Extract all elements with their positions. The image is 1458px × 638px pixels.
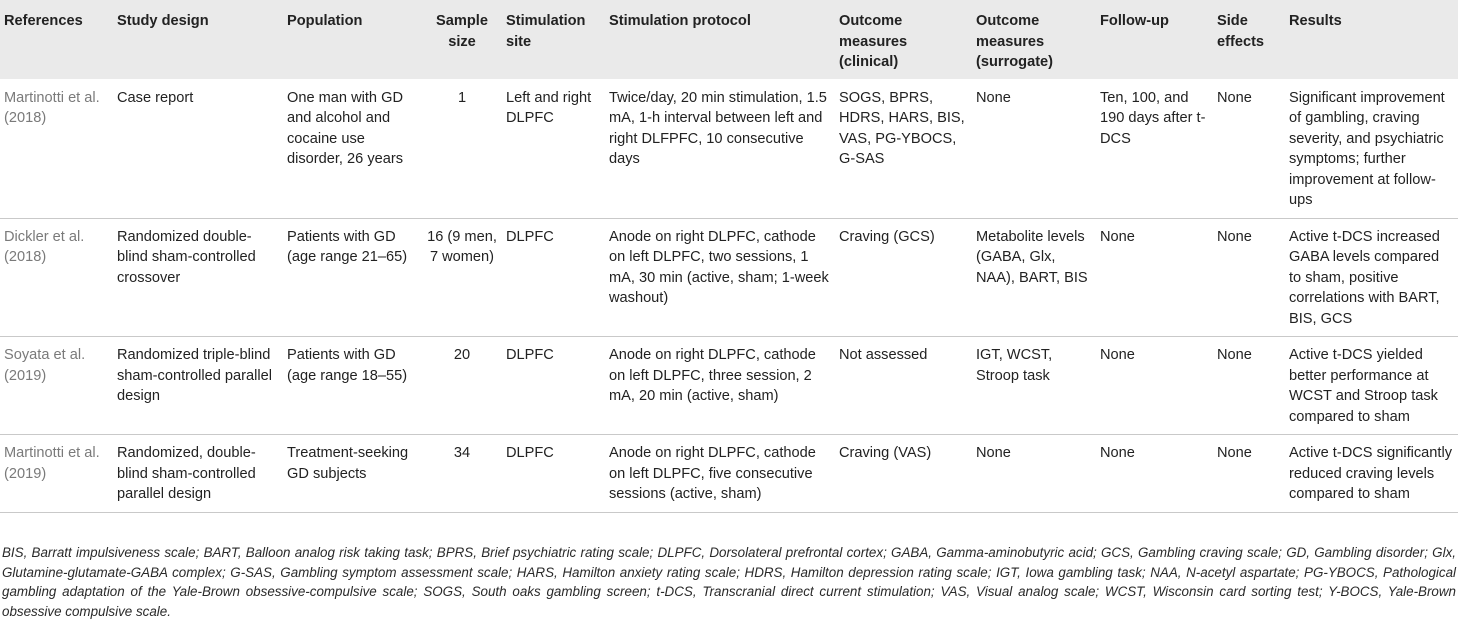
cell-outcome-clinical: Not assessed: [835, 337, 972, 435]
cell-population: One man with GD and alcohol and cocaine use disorder, 26 years: [287, 89, 404, 167]
cell-population: Treatment-seeking GD subjects: [283, 435, 422, 513]
cell-population: Patients with GD (age range 21–65): [283, 218, 422, 337]
cell-stimulation-protocol: Twice/day, 20 min stimulation, 1.5 mA, 1-h interval between left and right DLFPFC, 10 consecutive days: [609, 89, 827, 167]
header-population: Population: [287, 13, 363, 29]
cell-reference: Martinotti et al. (2019): [0, 435, 113, 513]
header-side-effects: Side effects: [1217, 13, 1265, 50]
cell-reference: Dickler et al. (2018): [0, 218, 113, 337]
cell-results: Active t-DCS increased GABA levels compared to sham, positive correlations with BART, BIS, GCS: [1285, 218, 1458, 337]
header-stimulation-site: Stimulation site: [506, 13, 586, 50]
table-row: [0, 435, 1458, 513]
cell-side-effects: None: [1213, 218, 1285, 337]
header-outcome-surrogate: Outcome measures (surrogate): [976, 13, 1054, 70]
header-outcome-clinical: Outcome measures (clinical): [839, 13, 908, 70]
cell-study-design: Randomized, double-blind sham-controlled parallel design: [113, 435, 283, 513]
cell-reference: Martinotti et al. (2018): [4, 89, 100, 126]
cell-study-design: Randomized double-blind sham-controlled crossover: [113, 218, 283, 337]
cell-stimulation-protocol: Anode on right DLPFC, cathode on left DLPFC, two sessions, 1 mA, 30 min (active, sham; 1-week washout): [605, 218, 835, 337]
table-footnote: BIS, Barratt impulsiveness scale; BART, Balloon analog risk taking task; BPRS, Brief psychiatric rating scale; DLPFC, Dorsolateral prefrontal cortex; GABA, Gamma-aminobutyric acid; GCS, Gambling craving scale; GD, Gambling disorder; Glx, Glutamine-glutamate-GABA complex; G-SAS, Gambling symptom assessment scale; HARS, Hamilton anxiety rating scale; HDRS, Hamilton depression rating scale; IGT, Iowa gambling task; NAA, N-acetyl aspartate; PG-YBOCS, Pathological gambling adaptation of the Yale-Brown obsessive-compulsive scale; SOGS, South oaks gambling screen; t-DCS, Transcranial direct current stimulation; VAS, Visual analog scale; WCST, Wisconsin card sorting test; Y-BOCS, Yale-Brown obsessive compulsive scale.: [2, 545, 1456, 619]
cell-outcome-surrogate: None: [972, 435, 1096, 513]
cell-stimulation-site: Left and right DLPFC: [506, 89, 592, 126]
cell-sample-size: 1: [457, 89, 467, 106]
header-stimulation-protocol: Stimulation protocol: [609, 13, 751, 29]
cell-side-effects: None: [1217, 89, 1252, 106]
cell-follow-up: Ten, 100, and 190 days after t-DCS: [1100, 89, 1206, 147]
cell-stimulation-protocol: Anode on right DLPFC, cathode on left DLPFC, three session, 2 mA, 20 min (active, sham): [605, 337, 835, 435]
cell-side-effects: None: [1213, 337, 1285, 435]
cell-study-design: Randomized triple-blind sham-controlled parallel design: [113, 337, 283, 435]
header-results: Results: [1289, 13, 1342, 29]
header-follow-up: Follow-up: [1100, 13, 1169, 29]
cell-population: Patients with GD (age range 18–55): [283, 337, 422, 435]
cell-outcome-clinical: Craving (GCS): [835, 218, 972, 337]
header-references: References: [4, 13, 83, 29]
cell-sample-size: 20: [422, 337, 502, 435]
cell-stimulation-protocol: Anode on right DLPFC, cathode on left DLPFC, five consecutive sessions (active, sham): [605, 435, 835, 513]
cell-follow-up: None: [1096, 435, 1213, 513]
cell-follow-up: None: [1096, 337, 1213, 435]
cell-results: Active t-DCS significantly reduced craving levels compared to sham: [1285, 435, 1458, 513]
cell-follow-up: None: [1096, 218, 1213, 337]
cell-sample-size: 16 (9 men, 7 women): [422, 218, 502, 337]
table-row: [0, 337, 1458, 435]
cell-outcome-clinical: Craving (VAS): [835, 435, 972, 513]
cell-outcome-surrogate: Metabolite levels (GABA, Glx, NAA), BART, BIS: [972, 218, 1096, 337]
header-sample-size: Sample size: [436, 13, 488, 50]
header-study-design: Study design: [117, 13, 209, 29]
cell-stimulation-site: DLPFC: [502, 218, 605, 337]
table-row: [0, 218, 1458, 337]
header-row: [0, 0, 1458, 79]
cell-results: Significant improvement of gambling, craving severity, and psychiatric symptoms; further improvement at follow-ups: [1289, 89, 1445, 208]
cell-study-design: Case report: [117, 89, 194, 106]
table-row: [0, 79, 1458, 219]
cell-outcome-surrogate: None: [976, 89, 1011, 106]
cell-stimulation-site: DLPFC: [502, 337, 605, 435]
cell-results: Active t-DCS yielded better performance at WCST and Stroop task compared to sham: [1285, 337, 1458, 435]
cell-stimulation-site: DLPFC: [502, 435, 605, 513]
cell-sample-size: 34: [422, 435, 502, 513]
cell-reference: Soyata et al. (2019): [0, 337, 113, 435]
cell-outcome-clinical: SOGS, BPRS, HDRS, HARS, BIS, VAS, PG-YBOCS, G-SAS: [839, 89, 965, 167]
cell-side-effects: None: [1213, 435, 1285, 513]
cell-outcome-surrogate: IGT, WCST, Stroop task: [972, 337, 1096, 435]
